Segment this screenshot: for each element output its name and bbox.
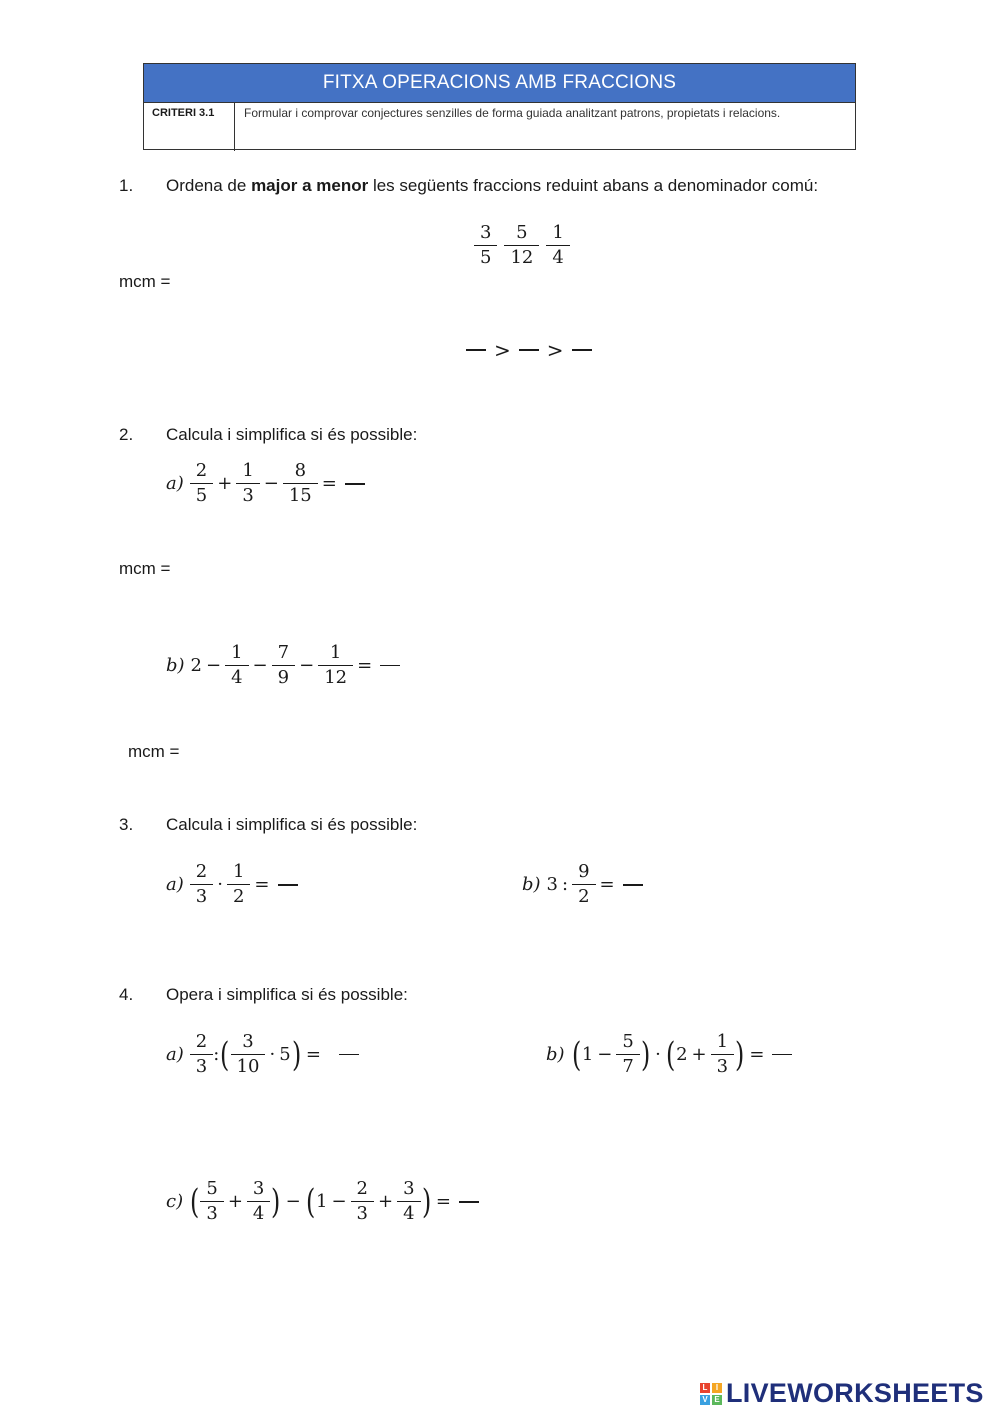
- criteri-description: Formular i comprovar conjectures senzilles de forma guiada analitzant patrons, propietats i relacions.: [244, 106, 781, 120]
- answer-blank[interactable]: [278, 884, 298, 886]
- answer-blank[interactable]: [772, 1054, 792, 1055]
- whole-number: 2: [676, 1044, 688, 1065]
- q1-text-before: Ordena de: [166, 176, 252, 195]
- answer-blank[interactable]: [345, 483, 365, 485]
- denominator: 3: [190, 1054, 213, 1078]
- numerator: 9: [578, 861, 590, 882]
- numerator: 3: [252, 1178, 265, 1199]
- operator: :: [213, 1044, 220, 1065]
- criteri-row: [144, 102, 855, 151]
- item-label: a): [166, 874, 184, 895]
- q1-fraction-1: [477, 222, 494, 269]
- numerator: 1: [552, 222, 564, 243]
- operator: −: [263, 473, 279, 494]
- item-label: b): [522, 874, 541, 895]
- greater-than-sign: >: [494, 338, 511, 362]
- operator: −: [331, 1191, 347, 1212]
- item-label: a): [166, 1044, 184, 1065]
- denominator: 3: [190, 884, 213, 908]
- denominator: 5: [474, 245, 497, 269]
- numerator: 7: [277, 642, 290, 663]
- answer-blank[interactable]: [459, 1201, 479, 1203]
- equals-sign: =: [749, 1044, 765, 1065]
- equals-sign: =: [254, 874, 270, 895]
- denominator: 10: [231, 1054, 266, 1078]
- logo-letter: E: [712, 1395, 722, 1405]
- operator: +: [227, 1191, 243, 1212]
- numerator: 5: [622, 1031, 634, 1052]
- q2-number: 2.: [119, 425, 134, 444]
- operator: :: [562, 874, 569, 895]
- denominator: 15: [283, 483, 318, 507]
- right-parenthesis: ): [291, 1034, 301, 1075]
- answer-blank[interactable]: [572, 349, 592, 351]
- greater-than-sign: >: [546, 338, 564, 362]
- fraction: [239, 460, 256, 507]
- logo-letter: V: [700, 1395, 710, 1405]
- left-parenthesis: (: [190, 1181, 200, 1222]
- q3-statement: Calcula i simplifica si és possible:: [166, 815, 418, 834]
- q3b-expression: [522, 861, 647, 908]
- fraction: [286, 460, 315, 507]
- logo-text: LIVEWORKSHEETS: [726, 1378, 984, 1408]
- criteri-label: CRITERI 3.1: [144, 103, 235, 151]
- denominator: 7: [616, 1054, 639, 1078]
- operator: −: [299, 655, 315, 676]
- numerator: 1: [329, 642, 342, 663]
- q2b-mcm-label: mcm =: [128, 742, 180, 761]
- operator: −: [597, 1044, 613, 1065]
- numerator: 1: [231, 642, 243, 663]
- numerator: 2: [356, 1178, 368, 1199]
- numerator: 3: [403, 1178, 415, 1199]
- operator: −: [206, 655, 222, 676]
- q1-fraction-3: [549, 222, 566, 269]
- q1-mcm-label: mcm =: [119, 272, 171, 291]
- equals-sign: =: [435, 1191, 451, 1212]
- whole-number: 5: [279, 1044, 291, 1065]
- item-label: b): [546, 1044, 565, 1065]
- q1-statement: [166, 176, 818, 196]
- numerator: 3: [242, 1031, 254, 1052]
- logo-letter: I: [712, 1383, 722, 1393]
- numerator: 1: [232, 861, 245, 882]
- fraction: [354, 1178, 371, 1225]
- fraction: [275, 642, 292, 689]
- fraction: [575, 861, 592, 908]
- liveworksheets-logo[interactable]: [700, 1378, 984, 1409]
- operator: +: [217, 473, 233, 494]
- fraction: [193, 861, 210, 908]
- operator: +: [378, 1191, 394, 1212]
- equals-sign: =: [305, 1044, 322, 1065]
- operator: −: [252, 655, 268, 676]
- q1-text-after: les següents fraccions reduint abans a denominador comú:: [368, 176, 819, 195]
- answer-blank[interactable]: [466, 349, 486, 351]
- denominator: 3: [711, 1054, 734, 1078]
- fraction: [193, 460, 210, 507]
- header-table: [143, 63, 856, 150]
- q4a-expression: [166, 1031, 363, 1078]
- q1-number: 1.: [119, 176, 134, 195]
- denominator: 9: [272, 665, 295, 689]
- numerator: 1: [716, 1031, 729, 1052]
- q4b-expression: [546, 1031, 796, 1078]
- fraction: [203, 1178, 220, 1225]
- q3-number: 3.: [119, 815, 134, 834]
- fraction: [321, 642, 350, 689]
- item-label: b): [166, 655, 185, 676]
- q1-text-bold: major a menor: [251, 176, 369, 195]
- answer-blank[interactable]: [519, 349, 539, 351]
- q4c-expression: [166, 1178, 483, 1225]
- numerator: 2: [195, 1031, 208, 1052]
- whole-number: 3: [546, 874, 558, 895]
- operator: ·: [217, 874, 223, 895]
- denominator: 12: [504, 245, 539, 269]
- q1-fraction-2: [507, 222, 536, 269]
- q2-statement: Calcula i simplifica si és possible:: [166, 425, 418, 444]
- equals-sign: =: [357, 655, 373, 676]
- left-parenthesis: (: [571, 1034, 581, 1075]
- q1-fractions: [474, 222, 570, 269]
- right-parenthesis: ): [271, 1181, 281, 1222]
- denominator: 2: [227, 884, 250, 908]
- item-label: c): [166, 1191, 184, 1212]
- numerator: 3: [480, 222, 492, 243]
- fraction: [234, 1031, 263, 1078]
- answer-blank[interactable]: [623, 884, 643, 886]
- left-parenthesis: (: [220, 1034, 230, 1075]
- denominator: 12: [318, 665, 353, 689]
- fraction: [193, 1031, 210, 1078]
- whole-number: 2: [190, 655, 202, 676]
- denominator: 4: [546, 245, 569, 269]
- q4-number: 4.: [119, 985, 134, 1004]
- denominator: 3: [351, 1201, 374, 1225]
- worksheet-title: FITXA OPERACIONS AMB FRACCIONS: [144, 64, 855, 102]
- fraction: [230, 861, 247, 908]
- left-parenthesis: (: [305, 1181, 316, 1222]
- denominator: 4: [247, 1201, 270, 1225]
- fraction: [714, 1031, 731, 1078]
- operator: ·: [655, 1044, 661, 1065]
- left-parenthesis: (: [665, 1034, 676, 1075]
- operator: +: [691, 1044, 707, 1065]
- q2b-expression: [166, 642, 404, 689]
- right-parenthesis: ): [735, 1034, 745, 1075]
- numerator: 1: [242, 460, 254, 481]
- operator: ·: [269, 1044, 276, 1065]
- equals-sign: =: [599, 874, 615, 895]
- answer-blank[interactable]: [380, 665, 400, 666]
- numerator: 5: [516, 222, 528, 243]
- denominator: 3: [200, 1201, 223, 1225]
- q1-order-blanks: [462, 338, 596, 362]
- denominator: 4: [225, 665, 248, 689]
- q2a-mcm-label: mcm =: [119, 559, 171, 578]
- fraction: [250, 1178, 267, 1225]
- q2a-expression: [166, 460, 369, 507]
- item-label: a): [166, 473, 184, 494]
- logo-letter: L: [700, 1383, 710, 1393]
- denominator: 4: [397, 1201, 420, 1225]
- numerator: 2: [195, 460, 208, 481]
- numerator: 5: [206, 1178, 218, 1199]
- whole-number: 1: [316, 1191, 328, 1212]
- numerator: 8: [294, 460, 307, 481]
- denominator: 2: [572, 884, 595, 908]
- whole-number: 1: [581, 1044, 594, 1065]
- logo-mark-icon: [700, 1383, 722, 1405]
- fraction: [619, 1031, 636, 1078]
- answer-blank[interactable]: [339, 1054, 359, 1055]
- q4-statement: Opera i simplifica si és possible:: [166, 985, 408, 1004]
- right-parenthesis: ): [421, 1181, 431, 1222]
- right-parenthesis: ): [640, 1034, 651, 1075]
- q3a-expression: [166, 861, 302, 908]
- fraction: [228, 642, 245, 689]
- operator: −: [285, 1191, 301, 1212]
- denominator: 5: [190, 483, 213, 507]
- denominator: 3: [236, 483, 259, 507]
- fraction: [400, 1178, 417, 1225]
- equals-sign: =: [321, 473, 337, 494]
- numerator: 2: [195, 861, 208, 882]
